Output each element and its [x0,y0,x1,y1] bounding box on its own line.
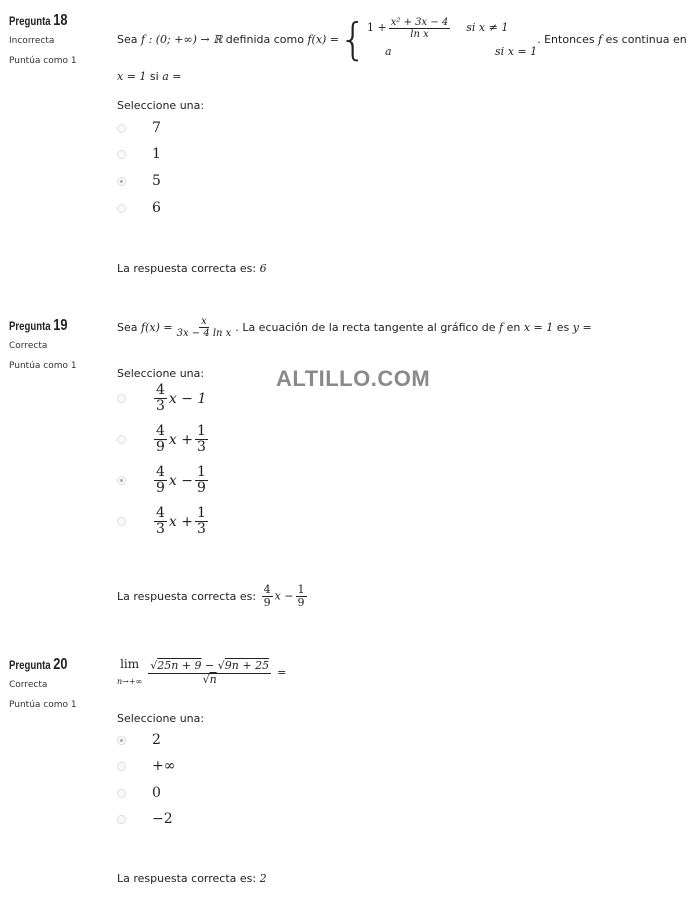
stem-math-f: f [598,33,603,46]
option-label: 2 [152,732,161,748]
limit-label: lim [120,657,140,671]
select-prompt: Seleccione una: [117,99,205,112]
radio-button[interactable] [117,435,126,444]
option-label: 0 [152,785,161,801]
fraction-denominator: 9 [156,439,165,456]
stem-math: x = 1 [523,320,554,334]
question-info-20 [9,656,99,710]
answer-value: 2 [259,872,267,885]
equals-sign: = [277,666,287,679]
stem-math: y = [572,320,592,334]
fraction-denominator: 3 [197,439,206,456]
fraction-numerator: 1 [297,583,305,596]
answer-option[interactable] [117,146,161,162]
radio-button[interactable] [117,815,126,824]
option-label [152,465,210,497]
correct-answer [117,262,267,275]
option-fraction [154,465,167,497]
option-fraction [195,506,208,538]
answer-option[interactable] [117,173,161,189]
fraction-denominator: ln x [410,28,429,40]
question-number [9,317,81,335]
fraction-denominator: 9 [197,480,206,497]
option-term: x + [168,431,193,448]
radio-button-selected[interactable] [117,177,126,186]
question-label: Pregunta [9,14,51,28]
piece-prefix: 1 + [367,21,387,34]
stem-text: Sea [117,33,138,46]
radicand: 25n + 9 [157,659,202,673]
answer-prefix: La respuesta correcta es: [117,590,257,604]
option-label: +∞ [152,758,176,774]
select-prompt: Seleccione una: [117,367,205,380]
stem-math-fx: f(x) = [307,33,340,46]
stem-text: . La ecuación de la recta tangente al gráfico de [235,320,496,334]
stem-text: si [149,70,159,83]
piece-condition: si x = 1 [495,45,538,58]
fraction-denominator: 9 [263,596,271,610]
answer-option[interactable] [117,785,161,801]
stem-text: Sea [117,320,138,334]
option-label: 6 [152,200,161,216]
correct-answer [117,872,267,885]
piece-condition: si x ≠ 1 [466,21,509,34]
fraction-numerator: 4 [156,382,165,398]
answer-term: x − [274,589,294,603]
option-label: −2 [152,811,173,827]
fraction-numerator: x² + 3x − 4 [390,16,449,28]
radio-button[interactable] [117,517,126,526]
fraction-numerator: 1 [197,423,206,439]
answer-option[interactable] [117,120,161,136]
radicand: 9n + 25 [224,659,270,673]
piece-fraction [389,17,451,40]
minus-sign: − [201,659,218,673]
answer-prefix: La respuesta correcta es: [117,262,257,275]
question-stem-18 [117,16,690,86]
option-term: x − [168,472,193,489]
stem-text: . Entonces [537,33,595,46]
option-label: 7 [152,120,161,136]
question-label: Pregunta [9,658,51,672]
fraction-denominator [201,674,219,686]
question-number [9,656,81,674]
option-label: 1 [152,146,161,162]
sqrt-symbol: √ [217,659,225,673]
question-info-18 [9,12,99,66]
radicand: n [209,672,217,686]
radio-button[interactable] [117,789,126,798]
stem-text: es [556,320,570,334]
fraction-numerator: 1 [197,505,206,521]
stem-math: a = [162,70,182,83]
limit-operator [117,655,142,691]
stem-math-fx: f(x) = [141,320,173,334]
question-state: Correcta [9,680,48,690]
piecewise-brace: { [339,14,368,65]
radio-button[interactable] [117,762,126,771]
fraction-denominator: 3x − 4 ln x [176,328,232,339]
fraction-numerator: x [201,316,207,327]
radio-button-selected[interactable] [117,736,126,745]
select-prompt: Seleccione una: [117,712,205,725]
answer-option[interactable] [117,465,210,497]
answer-value [260,584,309,609]
question-points: Puntúa como 1 [9,700,77,710]
question-label: Pregunta [9,319,51,333]
radio-button[interactable] [117,124,126,133]
answer-prefix: La respuesta correcta es: [117,872,257,885]
stem-fraction [175,316,234,339]
fraction-denominator: 9 [297,596,305,610]
fraction-denominator: 9 [156,480,165,497]
question-number [9,12,81,30]
option-fraction [154,424,167,456]
answer-value: 6 [259,262,267,275]
radio-button[interactable] [117,394,126,403]
fraction-numerator: 1 [197,464,206,480]
question-state: Correcta [9,341,48,351]
fraction-numerator: 4 [156,505,165,521]
fraction-denominator: 3 [156,521,165,538]
question-info-19 [9,317,99,371]
option-label [152,424,210,456]
sqrt-symbol: √ [150,659,158,673]
question-number-value: 19 [53,317,68,334]
stem-text: en [506,320,521,334]
stem-text: definida como [225,33,304,46]
option-label [152,506,210,538]
question-number-value: 20 [53,656,68,673]
stem-math-f: f [499,320,504,334]
answer-fraction [296,584,307,609]
correct-answer [117,584,309,609]
option-fraction [154,383,167,415]
question-points: Puntúa como 1 [9,56,77,66]
question-number-value: 18 [53,12,68,29]
stem-math-func: f : (0; +∞) → ℝ [141,33,223,46]
sqrt-symbol: √ [202,672,210,686]
question-points: Puntúa como 1 [9,361,77,371]
limit-fraction [148,660,271,685]
question-state: Incorrecta [9,36,55,46]
watermark: ALTILLO.COM [276,366,431,391]
option-label [152,383,206,415]
stem-math: x = 1 [117,70,147,83]
piece-value: a [385,45,392,58]
fraction-numerator: 4 [156,423,165,439]
piecewise-function [367,16,537,64]
option-fraction [195,424,208,456]
option-fraction [154,506,167,538]
answer-option[interactable] [117,758,175,774]
answer-option[interactable] [117,200,161,216]
answer-option[interactable] [117,424,210,456]
fraction-numerator: 4 [263,583,271,596]
fraction-numerator: 4 [156,464,165,480]
radio-button[interactable] [117,204,126,213]
answer-option[interactable] [117,506,210,538]
option-term: x − 1 [168,390,207,407]
option-term: x + [168,513,193,530]
answer-option[interactable] [117,811,173,827]
fraction-denominator: 3 [197,521,206,538]
question-stem-20 [117,655,690,691]
answer-option[interactable] [117,383,206,415]
option-fraction [195,465,208,497]
answer-fraction [262,584,273,609]
radio-button[interactable] [117,150,126,159]
question-stem-19 [117,316,690,339]
stem-text: es continua en [605,33,687,46]
fraction-denominator: 3 [156,398,165,415]
radio-button-selected[interactable] [117,476,126,485]
limit-subscript: n→+∞ [117,677,143,686]
option-label: 5 [152,173,161,189]
answer-option[interactable] [117,732,161,748]
